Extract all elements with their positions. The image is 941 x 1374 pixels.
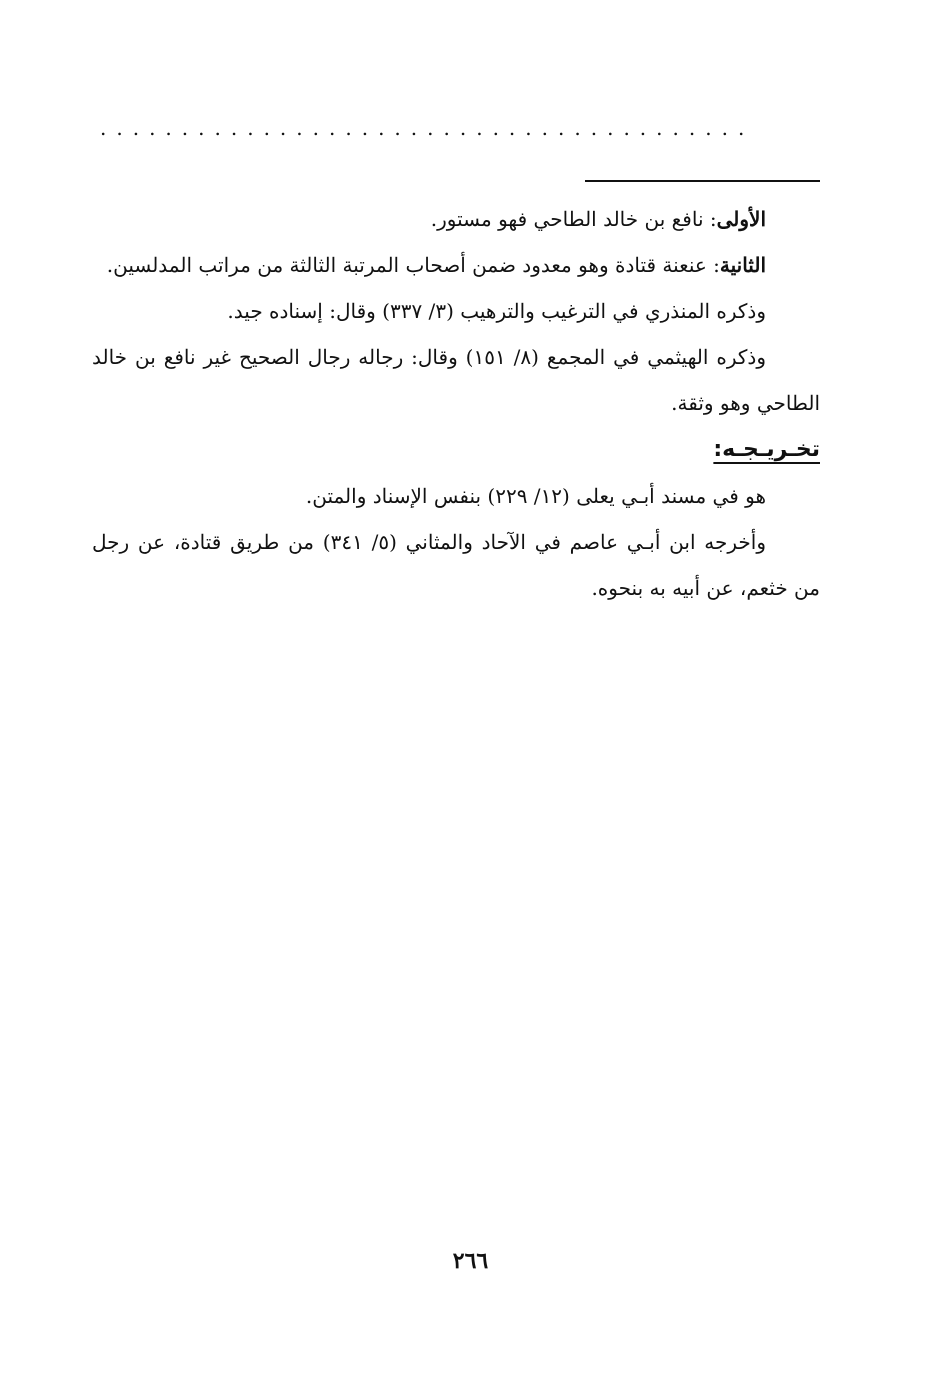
- takhrij-heading-line: [92, 426, 820, 473]
- abu-yala-paragraph: هو في مسند أبـي يعلى (١٢/ ٢٢٩) بنفس الإسناد والمتن.: [305, 484, 766, 508]
- takhrij-heading: تخـريـجـه:: [713, 437, 820, 462]
- haythami-paragraph: وذكره الهيثمي في المجمع (٨/ ١٥١) وقال: رجاله رجال الصحيح غير نافع بن خالد الطاحي وهو وثقة.: [92, 345, 820, 415]
- first-reason-text: : نافع بن خالد الطاحي فهو مستور.: [430, 207, 717, 231]
- page-body: [92, 196, 820, 611]
- page-number: ٢٦٦: [452, 1248, 489, 1274]
- footnote-rule: [585, 180, 820, 182]
- footnote-first-reason: [92, 196, 820, 242]
- mundhiri-paragraph: وذكره المنذري في الترغيب والترهيب (٣/ ٣٣٧) وقال: إسناده جيد.: [227, 299, 766, 323]
- second-reason-text: : عنعنة قتادة وهو معدود ضمن أصحاب المرتبة الثالثة من مراتب المدلسين.: [106, 253, 720, 277]
- dotted-separator: ........................................: [100, 118, 755, 138]
- first-reason-label: الأولى: [716, 207, 766, 231]
- footnote-second-reason: [92, 242, 820, 288]
- ibn-abi-asim-paragraph: وأخرجه ابن أبـي عاصم في الآحاد والمثاني (٥/ ٣٤١) من طريق قتادة، عن رجل من خثعم، عن أبيه به بنحوه.: [92, 530, 820, 600]
- second-reason-label: الثانية: [719, 253, 766, 277]
